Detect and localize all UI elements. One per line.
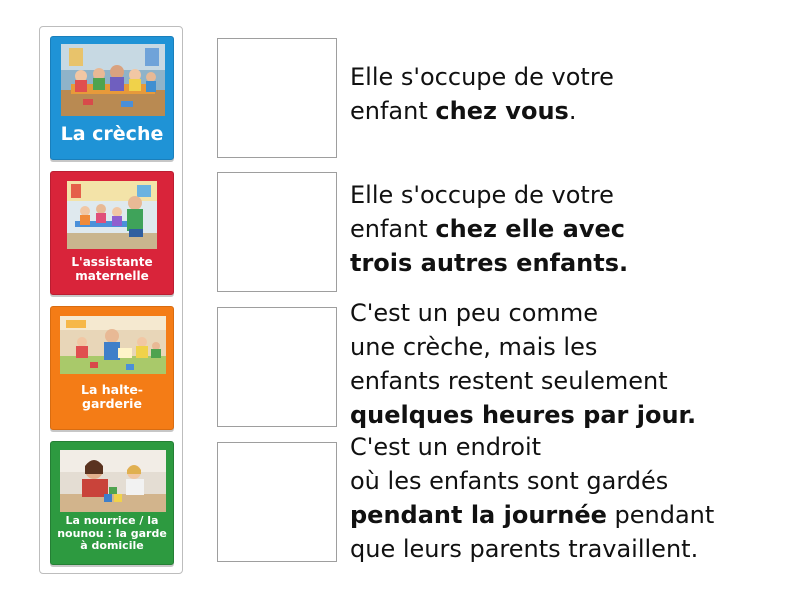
playroom-reading-photo-icon: [60, 316, 166, 374]
description-line: [350, 94, 770, 128]
description-line: une crèche, mais les: [350, 333, 598, 361]
card-la-creche[interactable]: [50, 36, 174, 160]
daycare-group-photo-icon: [61, 44, 165, 116]
card-tray: [39, 26, 183, 574]
description-3: [350, 296, 770, 432]
description-line: [350, 498, 770, 532]
description-line: où les enfants sont gardés: [350, 467, 669, 495]
description-line: [350, 212, 770, 246]
description-line: Elle s'occupe de votre: [350, 181, 614, 209]
description-text: .: [568, 97, 577, 125]
drop-zone-2[interactable]: [217, 172, 337, 292]
description-line: Elle s'occupe de votre: [350, 63, 614, 91]
card-caption: La crèche: [60, 123, 164, 145]
drop-zone-4[interactable]: [217, 442, 337, 562]
card-caption: La nourrice / la nounou : la garde à domicile: [57, 514, 167, 553]
drop-zone-1[interactable]: [217, 38, 337, 158]
childminder-kids-table-photo-icon: [67, 181, 157, 249]
description-text: enfant: [350, 215, 436, 243]
card-halte-garderie[interactable]: [50, 306, 174, 430]
drop-zone-3[interactable]: [217, 307, 337, 427]
description-line: [350, 246, 770, 280]
description-text: enfant: [350, 97, 436, 125]
card-nourrice[interactable]: [50, 441, 174, 565]
nanny-with-child-photo-icon: [60, 450, 166, 512]
description-line: que leurs parents travaillent.: [350, 535, 699, 563]
description-1: [350, 60, 770, 128]
description-line: enfants restent seulement: [350, 367, 668, 395]
description-bold-text: quelques heures par jour.: [350, 401, 697, 429]
description-bold-text: trois autres enfants.: [350, 249, 629, 277]
description-text: pendant: [606, 501, 715, 529]
description-2: [350, 178, 770, 280]
description-4: [350, 430, 770, 566]
description-line: [350, 398, 770, 432]
description-line: C'est un peu comme: [350, 299, 598, 327]
description-bold-text: pendant la journée: [350, 501, 607, 529]
card-caption: L'assistante maternelle: [71, 255, 153, 283]
description-bold-text: chez elle avec: [435, 215, 626, 243]
card-assistante-maternelle[interactable]: [50, 171, 174, 295]
description-line: C'est un endroit: [350, 433, 542, 461]
card-caption: La halte-garderie: [80, 382, 143, 412]
description-bold-text: chez vous: [435, 97, 569, 125]
